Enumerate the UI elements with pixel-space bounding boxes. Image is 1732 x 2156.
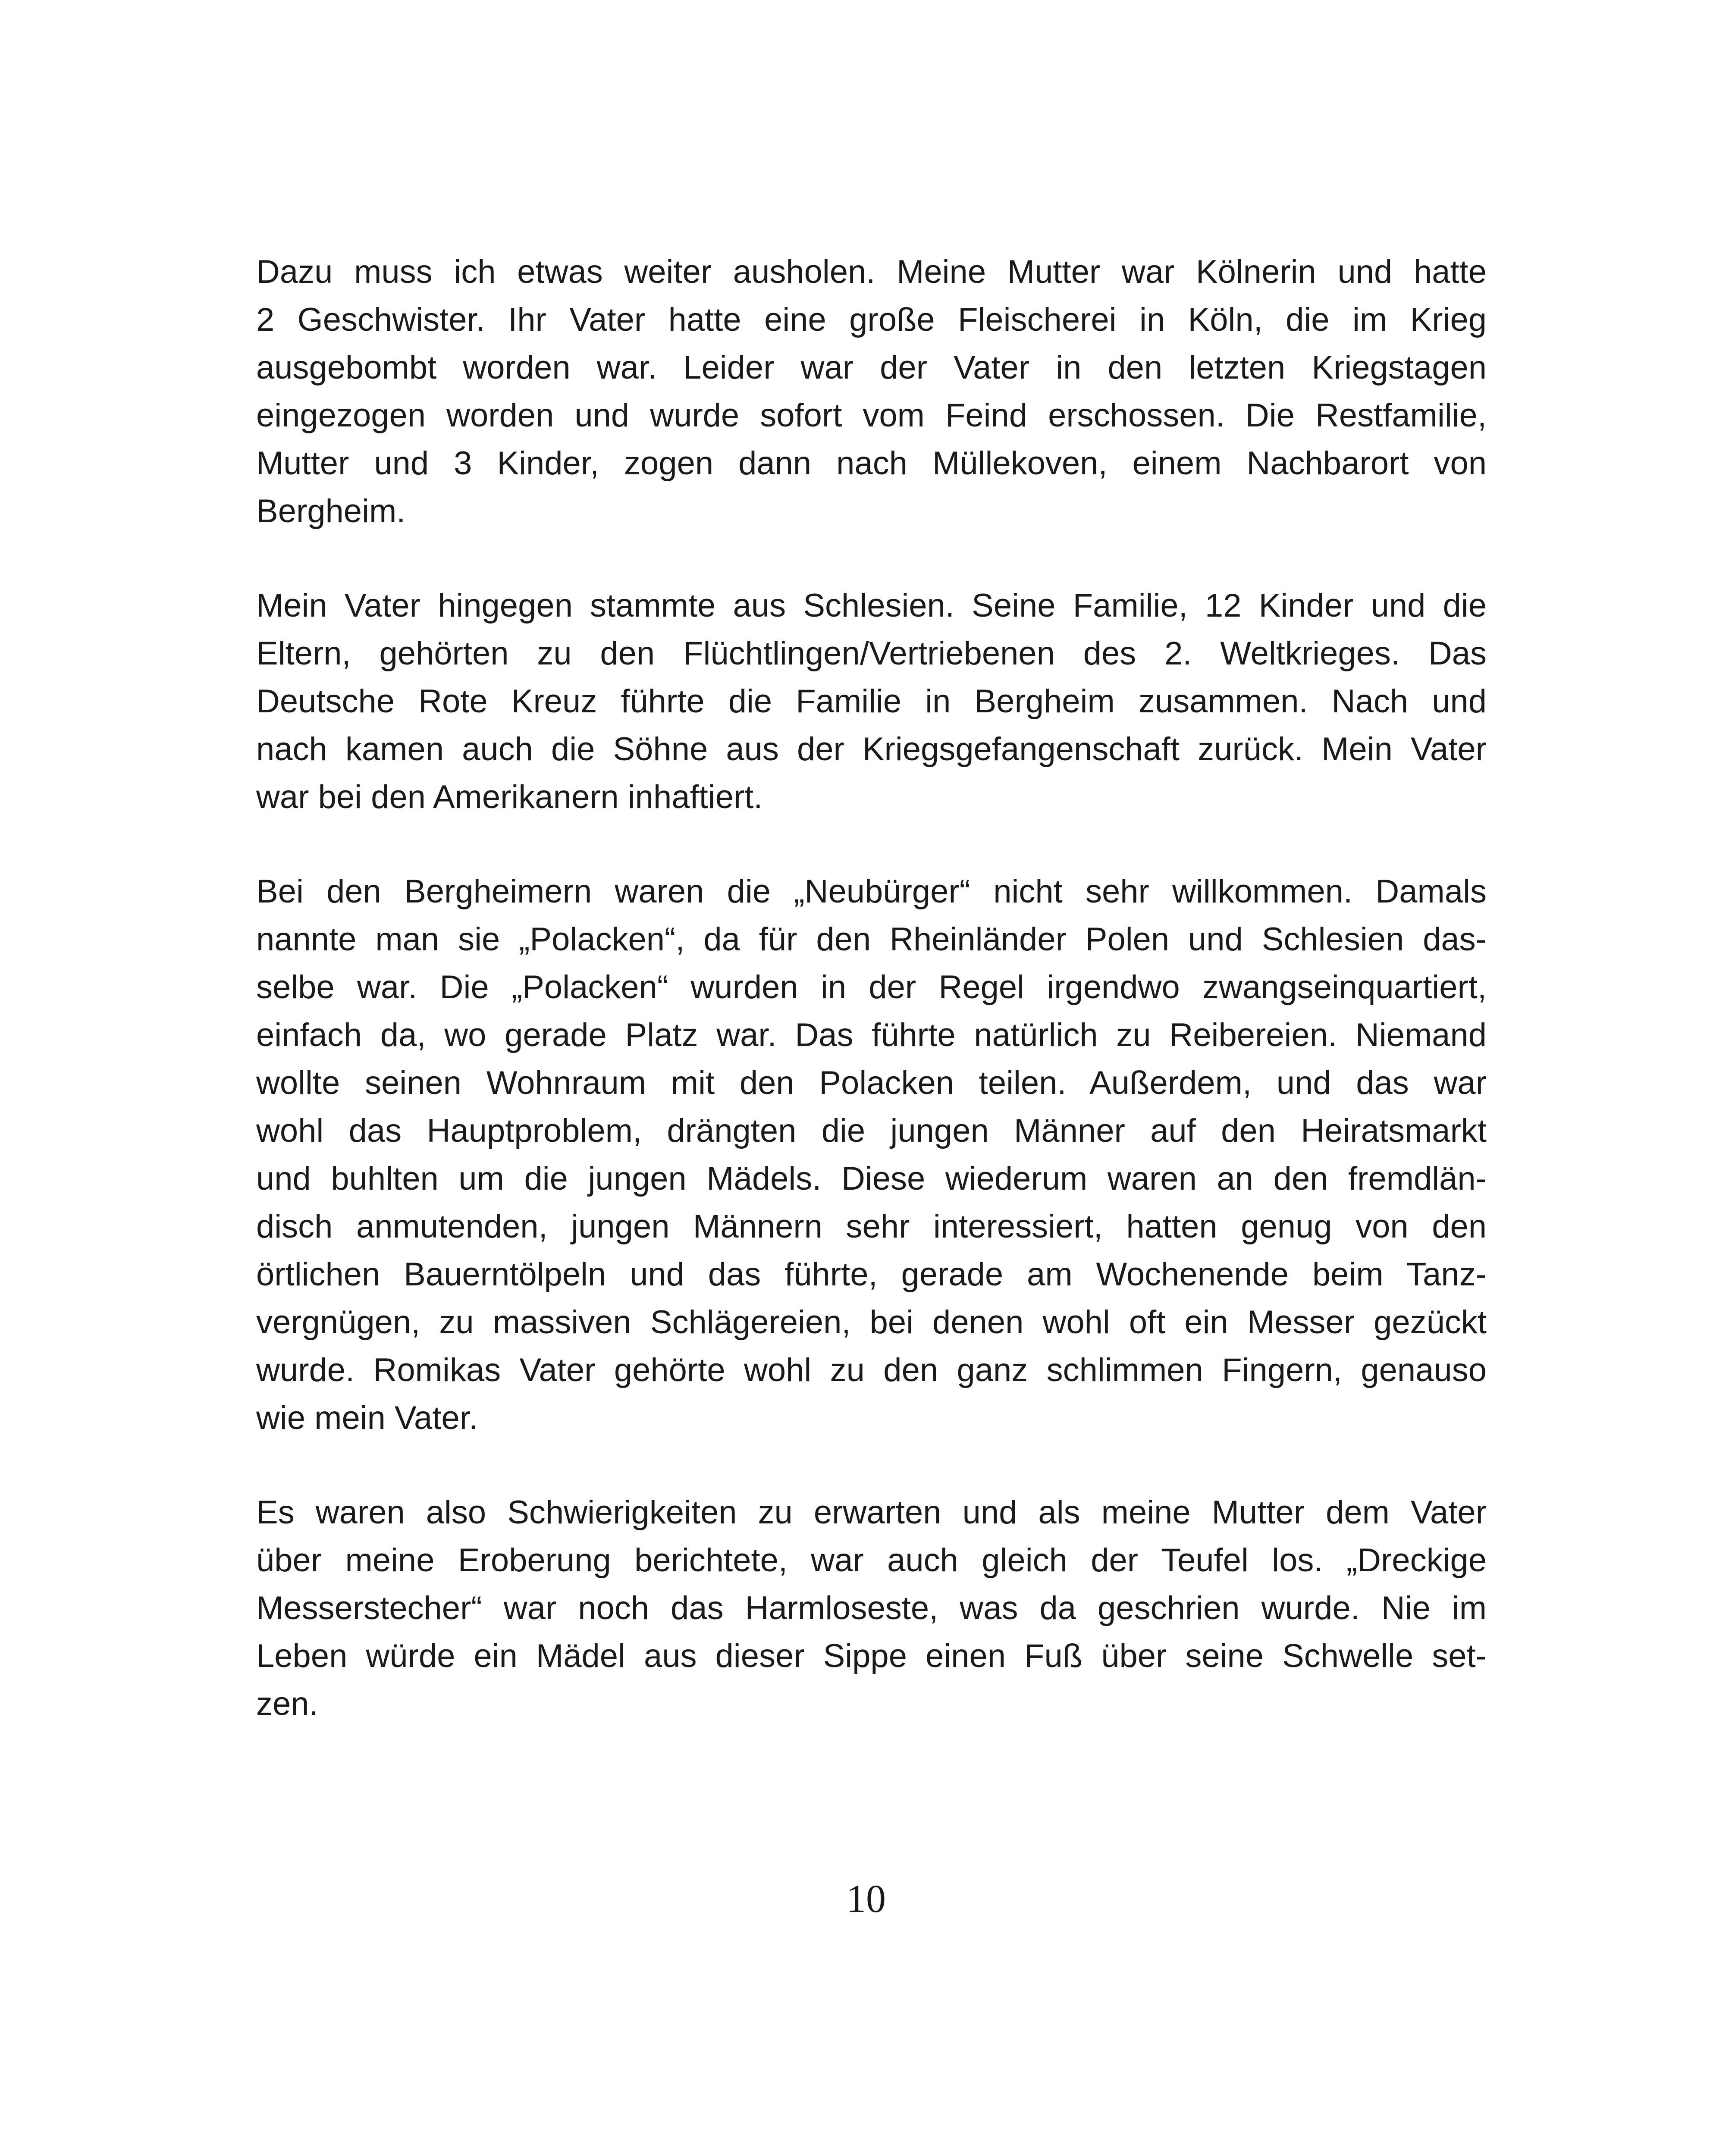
text-line: nach kamen auch die Söhne aus der Kriegsgefangenschaft zurück. Mein Vater: [256, 731, 1487, 768]
text-line: ausgebombt worden war. Leider war der Vater in den letzten Kriegstagen: [256, 349, 1487, 386]
text-line: über meine Eroberung berichtete, war auch gleich der Teufel los. „Dreckige: [256, 1542, 1487, 1579]
page-number: 10: [846, 1877, 886, 1921]
text-line: war bei den Amerikanern inhaftiert.: [256, 779, 763, 815]
paragraph-spacing: [256, 1442, 1487, 1489]
text-line: Bei den Bergheimern waren die „Neubürger“ nicht sehr willkommen. Damals: [256, 873, 1487, 910]
text-line: wohl das Hauptproblem, drängten die jungen Männer auf den Heiratsmarkt: [256, 1112, 1487, 1149]
paragraph: [256, 582, 1487, 821]
text-line: zen.: [256, 1686, 318, 1722]
text-line: Es waren also Schwierigkeiten zu erwarten und als meine Mutter dem Vater: [256, 1494, 1487, 1531]
text-line: wurde. Romikas Vater gehörte wohl zu den ganz schlimmen Fingern, genauso: [256, 1352, 1487, 1388]
text-line: Deutsche Rote Kreuz führte die Familie in Bergheim zusammen. Nach und: [256, 683, 1487, 720]
text-line: eingezogen worden und wurde sofort vom Feind erschossen. Die Restfamilie,: [256, 397, 1487, 434]
paragraph: [256, 868, 1487, 1442]
text-line: disch anmutenden, jungen Männern sehr interessiert, hatten genug von den: [256, 1208, 1487, 1245]
body-text: [256, 248, 1487, 1728]
text-line: und buhlten um die jungen Mädels. Diese wiederum waren an den fremdlän-: [256, 1160, 1487, 1197]
paragraph: [256, 1489, 1487, 1728]
text-line: wie mein Vater.: [256, 1400, 478, 1436]
text-line: wollte seinen Wohnraum mit den Polacken teilen. Außerdem, und das war: [256, 1065, 1487, 1101]
text-line: selbe war. Die „Polacken“ wurden in der Regel irgendwo zwangseinquartiert,: [256, 969, 1487, 1006]
text-line: Leben würde ein Mädel aus dieser Sippe einen Fuß über seine Schwelle set-: [256, 1638, 1487, 1674]
text-line: Bergheim.: [256, 493, 406, 530]
text-line: vergnügen, zu massiven Schlägereien, bei denen wohl oft ein Messer gezückt: [256, 1304, 1487, 1341]
text-line: Dazu muss ich etwas weiter ausholen. Meine Mutter war Kölnerin und hatte: [256, 254, 1487, 290]
text-line: Eltern, gehörten zu den Flüchtlingen/Vertriebenen des 2. Weltkrieges. Das: [256, 635, 1487, 672]
text-line: Mutter und 3 Kinder, zogen dann nach Müllekoven, einem Nachbarort von: [256, 445, 1487, 482]
paragraph-spacing: [256, 821, 1487, 868]
paragraph: [256, 248, 1487, 535]
text-line: örtlichen Bauerntölpeln und das führte, gerade am Wochenende beim Tanz-: [256, 1256, 1487, 1293]
text-line: einfach da, wo gerade Platz war. Das führte natürlich zu Reibereien. Niemand: [256, 1017, 1487, 1053]
paragraph-spacing: [256, 535, 1487, 582]
text-line: nannte man sie „Polacken“, da für den Rheinländer Polen und Schlesien das-: [256, 921, 1487, 958]
text-line: Mein Vater hingegen stammte aus Schlesien. Seine Familie, 12 Kinder und die: [256, 587, 1487, 624]
text-line: 2 Geschwister. Ihr Vater hatte eine große Fleischerei in Köln, die im Krieg: [256, 301, 1487, 338]
text-line: Messerstecher“ war noch das Harmloseste, was da geschrien wurde. Nie im: [256, 1590, 1487, 1626]
